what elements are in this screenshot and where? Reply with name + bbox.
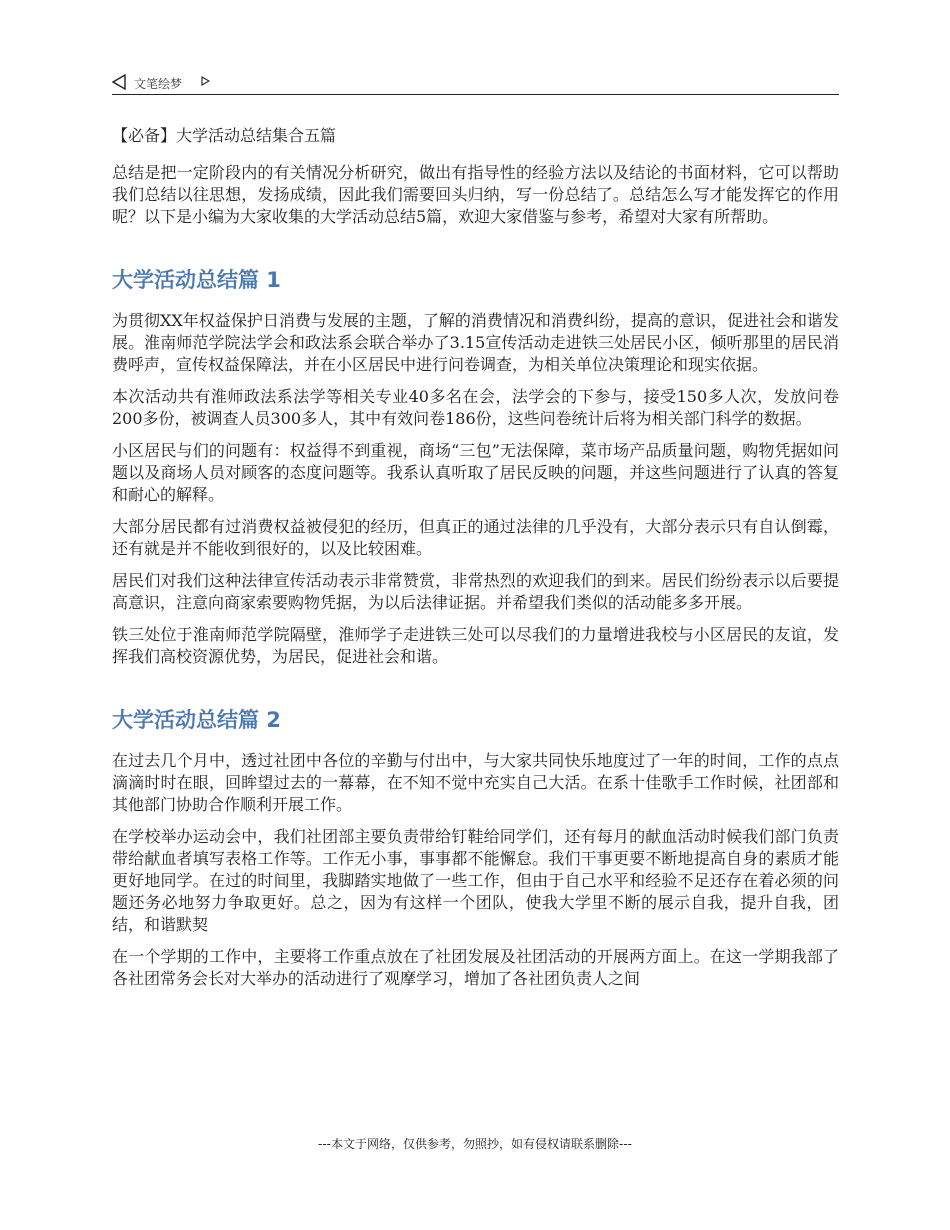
paragraph: 居民们对我们这种法律宣传活动表示非常赞赏，非常热烈的欢迎我们的到来。居民们纷纷表示以后要提高意识，注意向商家索要购物凭据，为以后法律证据。并希望我们类似的活动能多多开展。 bbox=[112, 571, 839, 612]
paragraph: 为贯彻XX年权益保护日消费与发展的主题，了解的消费情况和消费纠纷，提高的意识，促进社会和谐发展。淮南师范学院法学会和政法系会联合举办了3.15宣传活动走进铁三处居民小区，倾听那里的居民消费呼声，宣传权益保障法，并在小区居民中进行问卷调查，为相关单位决策理论和现实依据。 bbox=[112, 311, 839, 374]
paragraph: 大部分居民都有过消费权益被侵犯的经历，但真正的通过法律的几乎没有，大部分表示只有自认倒霉，还有就是并不能收到很好的，以及比较困难。 bbox=[112, 517, 839, 558]
document-title: 【必备】大学活动总结集合五篇 bbox=[112, 126, 337, 145]
triangle-left-icon bbox=[112, 74, 126, 90]
section-heading: 大学活动总结篇 2 bbox=[112, 708, 281, 732]
header-brand: 文笔绘梦 bbox=[134, 77, 183, 91]
triangle-right-icon bbox=[201, 76, 210, 86]
document-body bbox=[112, 124, 839, 1000]
paragraph: 在过去几个月中，透过社团中各位的辛勤与付出中，与大家共同快乐地度过了一年的时间，工作的点点滴滴时时在眼，回眸望过去的一幕幕，在不知不觉中充实自己大活。在系十佳歌手工作时候，社团部和其他部门协助合作顺利开展工作。 bbox=[112, 751, 839, 814]
footer-notice: ---本文于网络，仅供参考，勿照抄，如有侵权请联系删除--- bbox=[318, 1137, 632, 1151]
paragraph: 在学校举办运动会中，我们社团部主要负责带给钉鞋给同学们，还有每月的献血活动时候我们部门负责带给献血者填写表格工作等。工作无小事，事事都不能懈怠。我们干事更要不断地提高自身的素质才能更好地同学。在过的时间里，我脚踏实地做了一些工作，但由于自己水平和经验不足还存在着必须的问题还务必地努力争取更好。总之，因为有这样一个团队，使我大学里不断的展示自我，提升自我，团结，和谐默契 bbox=[112, 827, 839, 934]
paragraph: 本次活动共有淮师政法系法学等相关专业40多名在会，法学会的下参与，接受150多人次，发放问卷200多份，被调查人员300多人，其中有效问卷186份，这些问卷统计后将为相关部门科学的数据。 bbox=[112, 387, 839, 428]
paragraph: 在一个学期的工作中，主要将工作重点放在了社团发展及社团活动的开展两方面上。在这一学期我部了各社团常务会长对大举办的活动进行了观摩学习，增加了各社团负责人之间 bbox=[112, 947, 839, 988]
paragraph: 小区居民与们的问题有：权益得不到重视，商场“三包”无法保障，菜市场产品质量问题，购物凭据如问题以及商场人员对顾客的态度问题等。我系认真听取了居民反映的问题，并这些问题进行了认真的答复和耐心的解释。 bbox=[112, 441, 839, 504]
paragraph: 铁三处位于淮南师范学院隔壁，淮师学子走进铁三处可以尽我们的力量增进我校与小区居民的友谊，发挥我们高校资源优势，为居民，促进社会和谐。 bbox=[112, 625, 839, 666]
intro-paragraph: 总结是把一定阶段内的有关情况分析研究，做出有指导性的经验方法以及结论的书面材料，它可以帮助我们总结以往思想，发扬成绩，因此我们需要回头归纳，写一份总结了。总结怎么写才能发挥它的作用呢？以下是小编为大家收集的大学活动总结5篇，欢迎大家借鉴与参考，希望对大家有所帮助。 bbox=[112, 163, 839, 226]
section-heading: 大学活动总结篇 1 bbox=[112, 268, 281, 292]
page-header bbox=[112, 72, 839, 95]
